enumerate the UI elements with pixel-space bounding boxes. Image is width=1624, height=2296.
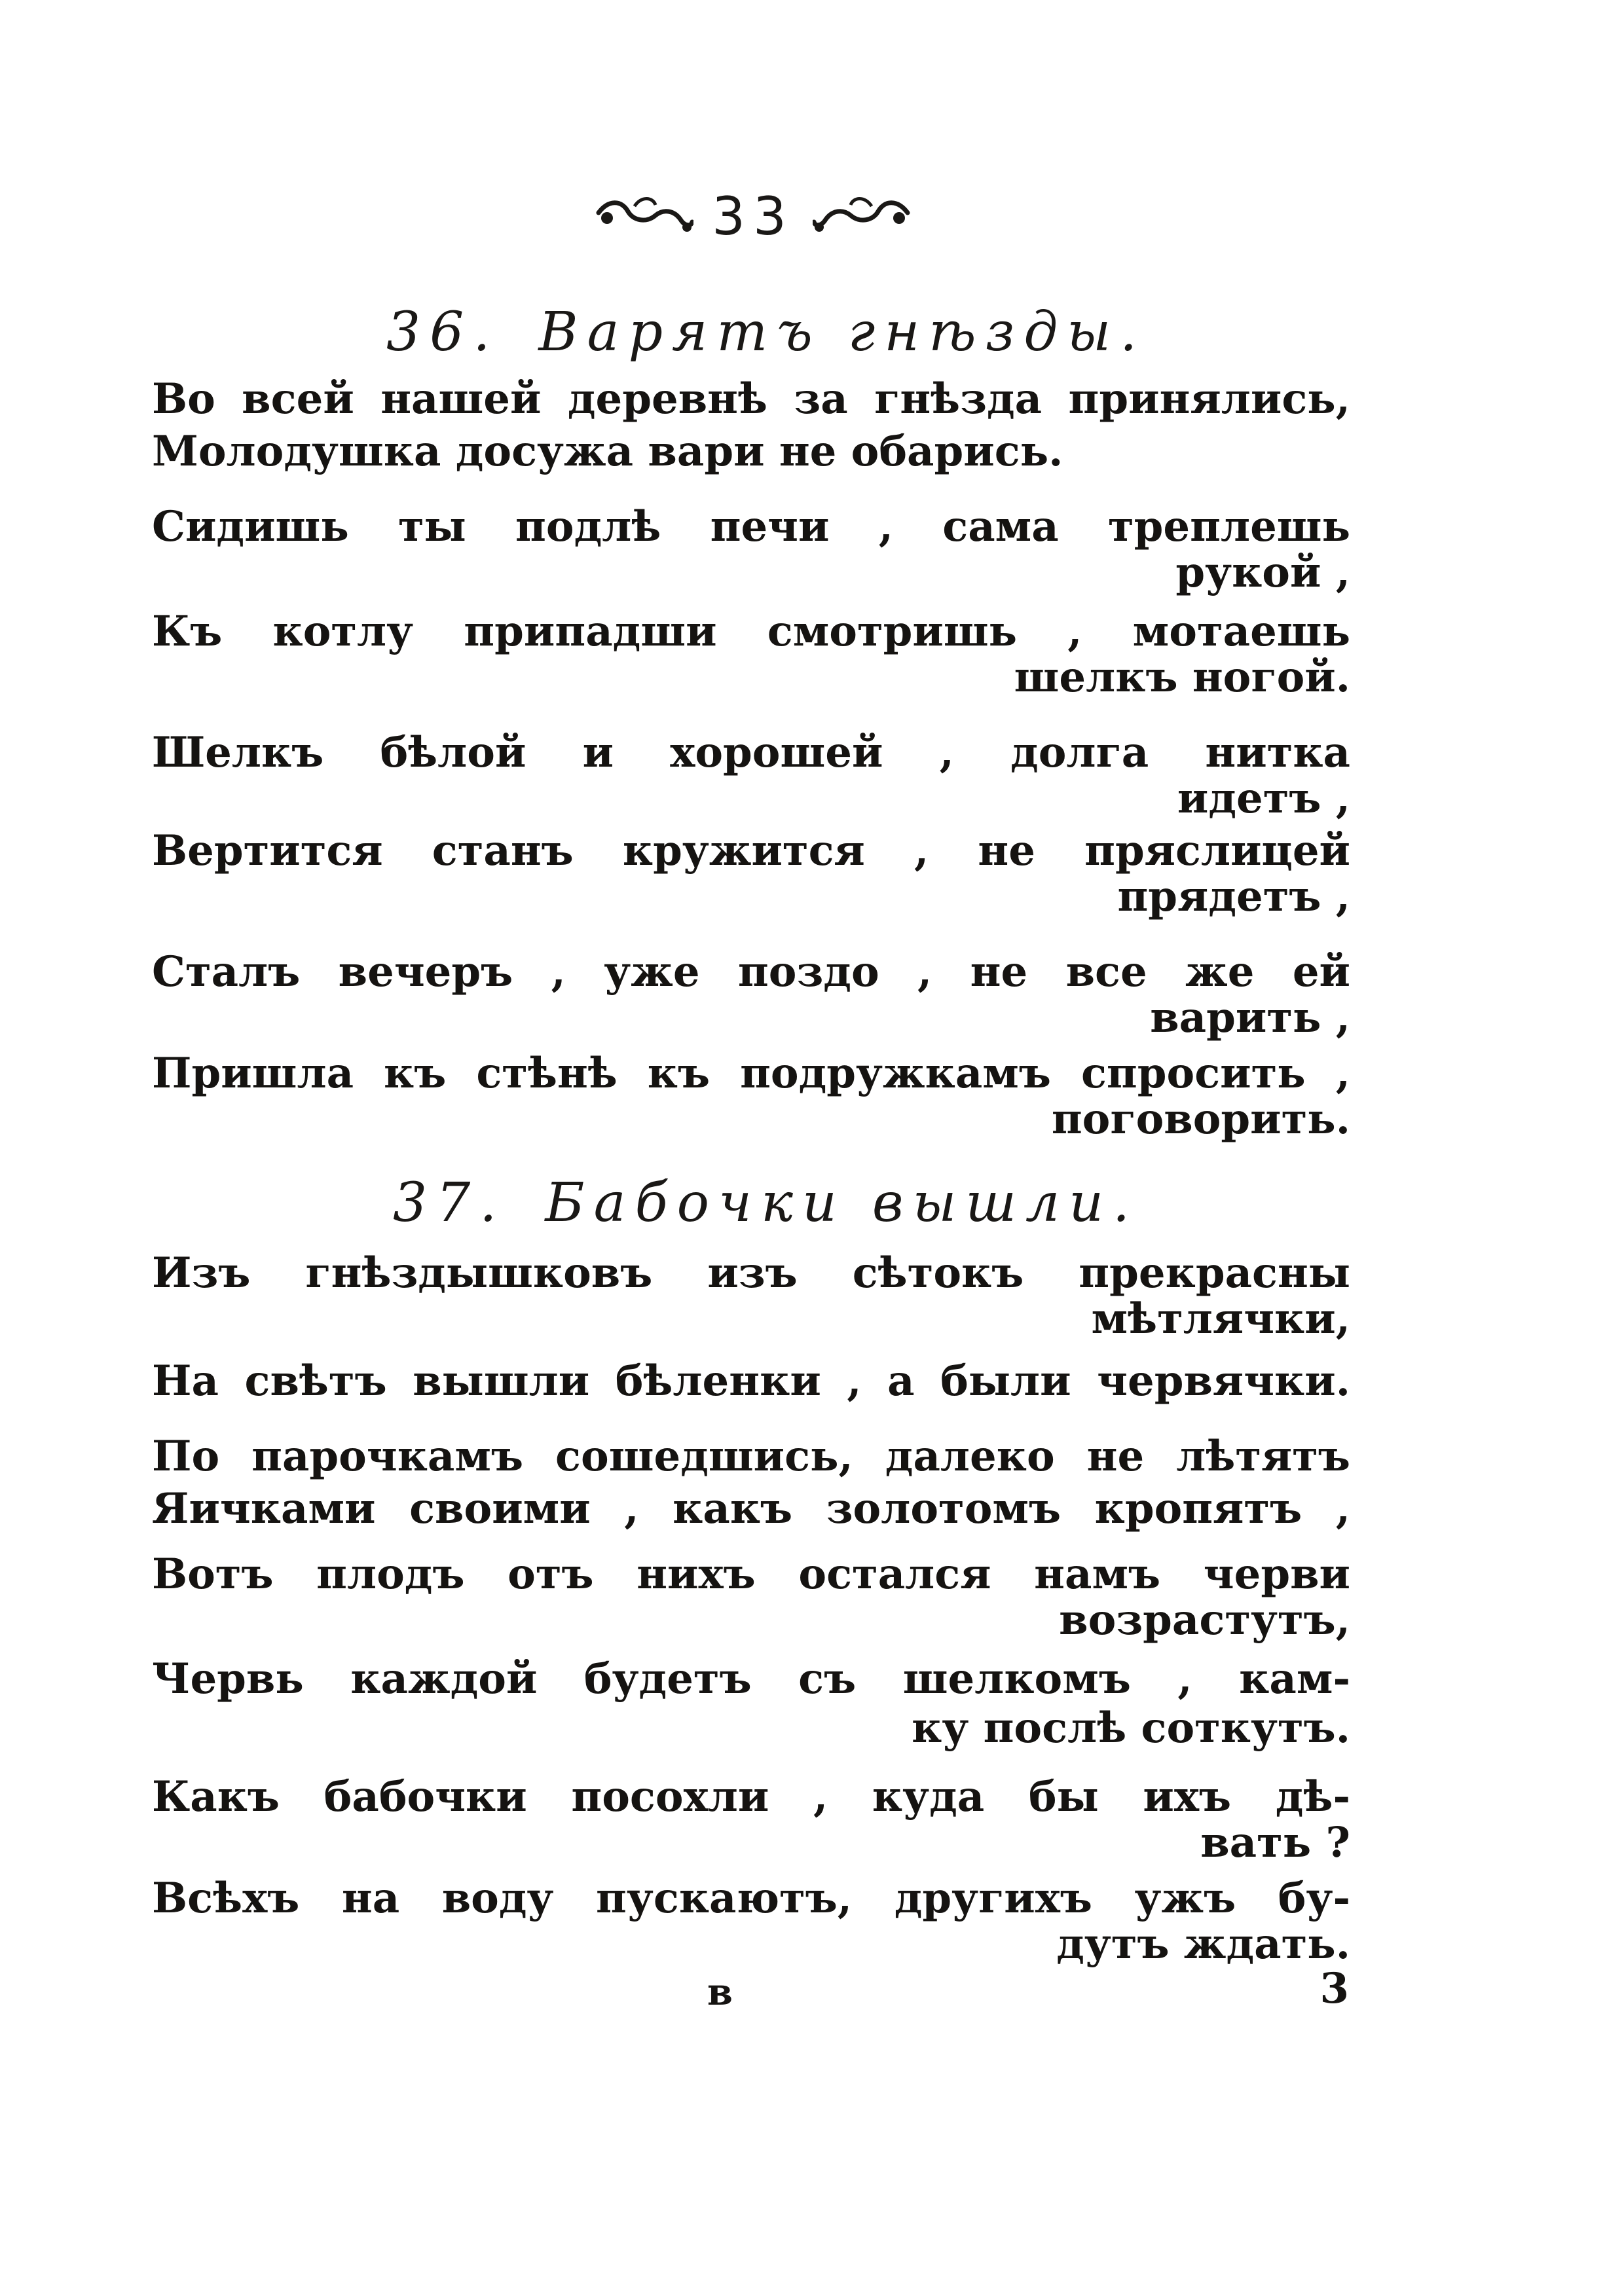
- poem-36-line-3: Сидишь ты подлѣ печи , сама треплешь: [152, 502, 1350, 551]
- left-scroll-ornament-icon: [595, 193, 693, 239]
- poem-37-number: 37.: [393, 1172, 506, 1234]
- poem-36-line-5-cont: идетъ ,: [1177, 774, 1350, 823]
- signature-mark: в: [707, 1971, 733, 2014]
- poem-37-title-text: Бабочки вышли.: [545, 1172, 1139, 1234]
- poem-37-line-8: Всѣхъ на воду пускаютъ, другихъ ужъ бу-: [152, 1874, 1350, 1923]
- catchword: 3: [1320, 1964, 1349, 2013]
- poem-37-line-7-cont: вать ?: [1200, 1818, 1350, 1867]
- poem-37-line-7: Какъ бабочки посохли , куда бы ихъ дѣ-: [152, 1772, 1350, 1821]
- poem-36-line-2: Молодушка досужа вари не обарись.: [152, 427, 1063, 476]
- poem-36-title-text: Варятъ гнѣзды.: [538, 301, 1147, 363]
- page-header: [570, 177, 936, 255]
- poem-36-line-3-cont: рукой ,: [1175, 548, 1350, 597]
- poem-37-line-2: На свѣтъ вышли бѣленки , а были червячки.: [152, 1357, 1350, 1406]
- poem-36-number: 36.: [386, 301, 500, 363]
- poem-36-line-5: Шелкъ бѣлой и хорошей , долга нитка: [152, 728, 1350, 777]
- poem-37-line-4: Яичками своими , какъ золотомъ кропятъ ,: [152, 1484, 1350, 1533]
- poem-37-line-5: Вотъ плодъ отъ нихъ остался намъ черви: [152, 1550, 1350, 1599]
- poem-37-line-6: Червь каждой будетъ съ шелкомъ , кам-: [152, 1654, 1350, 1704]
- poem-37-line-1: Изъ гнѣздышковъ изъ сѣтокъ прекрасны: [152, 1248, 1350, 1298]
- poem-36-line-8: Пришла къ стѣнѣ къ подружкамъ спросить ,: [152, 1049, 1350, 1098]
- poem-37-line-6-cont: ку послѣ соткутъ.: [912, 1704, 1350, 1753]
- poem-36-line-4: Къ котлу припадши смотришь , мотаешь: [152, 607, 1350, 656]
- poem-37-line-8-cont: дутъ ждать.: [1056, 1920, 1350, 1969]
- poem-37-line-5-cont: возрастутъ,: [1059, 1595, 1350, 1645]
- poem-36-line-7: Сталъ вечеръ , уже поздо , не все же ей: [152, 947, 1350, 996]
- poem-37-line-3: По парочкамъ сошедшись, далеко не лѣтятъ: [152, 1432, 1350, 1481]
- poem-37-line-1-cont: мѣтлячки,: [1091, 1294, 1350, 1343]
- poem-37-title: [393, 1172, 1139, 1234]
- poem-36-line-6-cont: прядетъ ,: [1117, 872, 1350, 921]
- right-scroll-ornament-icon: [813, 193, 911, 239]
- poem-36-line-1: Во всей нашей деревнѣ за гнѣзда принялись,: [152, 374, 1350, 424]
- poem-36-title: [386, 301, 1146, 363]
- poem-36-line-8-cont: поговорить.: [1051, 1095, 1350, 1144]
- page-number: 33: [712, 185, 794, 247]
- poem-36-line-4-cont: шелкъ ногой.: [1014, 653, 1350, 702]
- poem-36-line-6: Вертится станъ кружится , не пряслицей: [152, 826, 1350, 875]
- poem-36-line-7-cont: варить ,: [1150, 993, 1350, 1042]
